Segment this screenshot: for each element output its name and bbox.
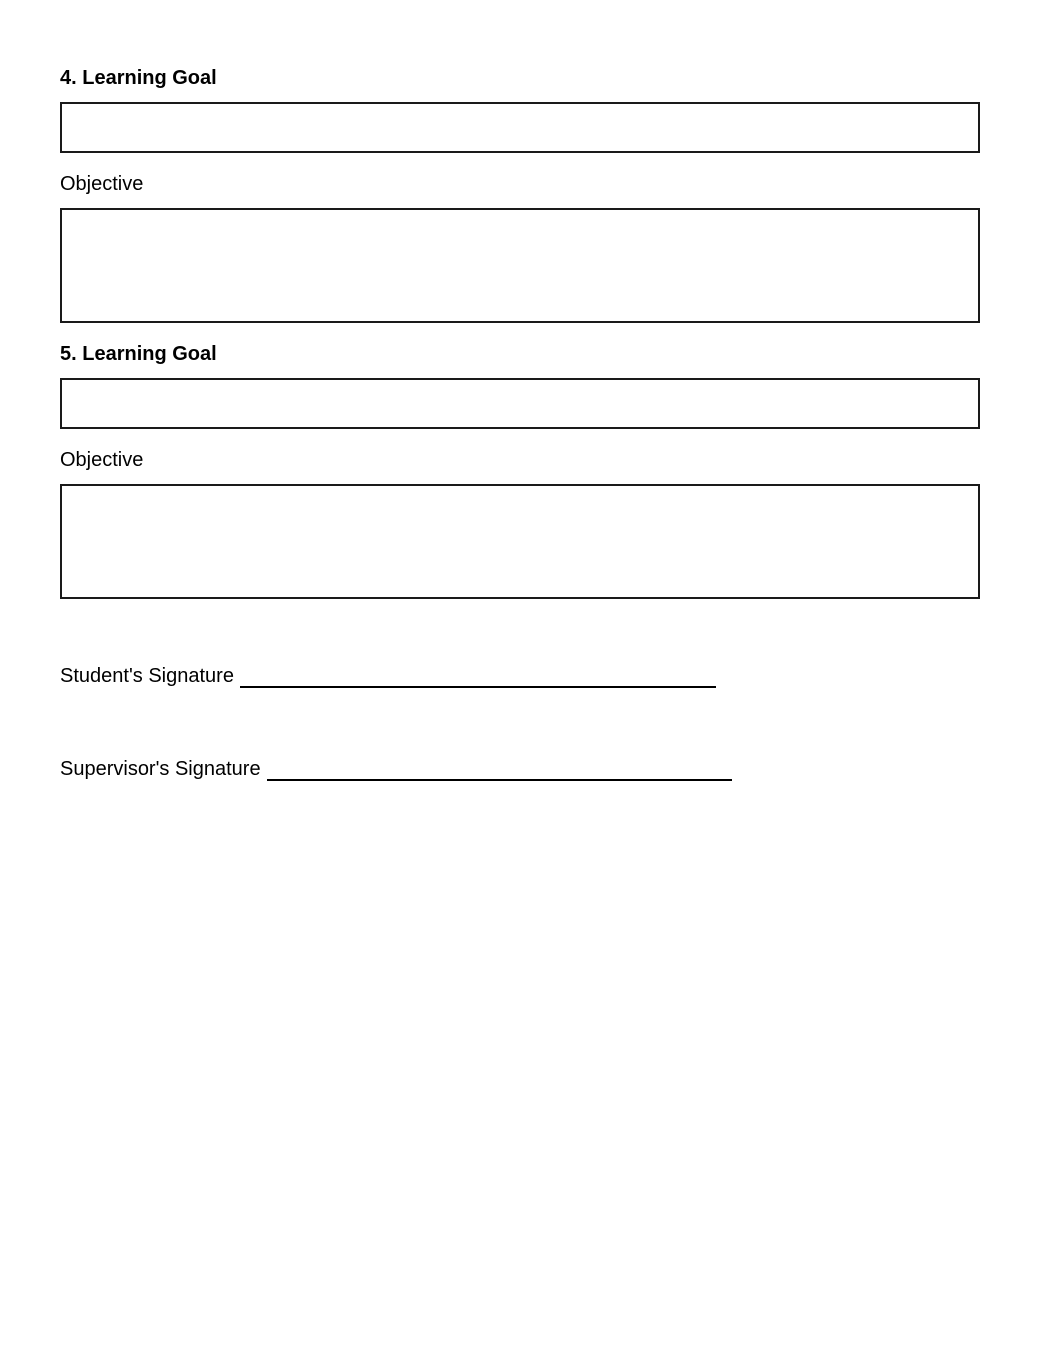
- student-signature-line[interactable]: [240, 666, 716, 688]
- supervisor-signature-label: Supervisor's Signature: [60, 758, 261, 780]
- goal-5-heading: 5. Learning Goal: [60, 343, 217, 365]
- goal-4-input[interactable]: [60, 102, 980, 153]
- goal-5-objective-input[interactable]: [60, 484, 980, 599]
- supervisor-signature-row: [60, 757, 732, 781]
- goal-5-input[interactable]: [60, 378, 980, 429]
- goal-4-objective-input[interactable]: [60, 208, 980, 323]
- student-signature-label: Student's Signature: [60, 665, 234, 687]
- goal-4-objective-label: Objective: [60, 173, 144, 195]
- student-signature-row: [60, 664, 716, 688]
- supervisor-signature-line[interactable]: [267, 759, 732, 781]
- goal-4-heading: 4. Learning Goal: [60, 67, 217, 89]
- goal-5-objective-label: Objective: [60, 449, 144, 471]
